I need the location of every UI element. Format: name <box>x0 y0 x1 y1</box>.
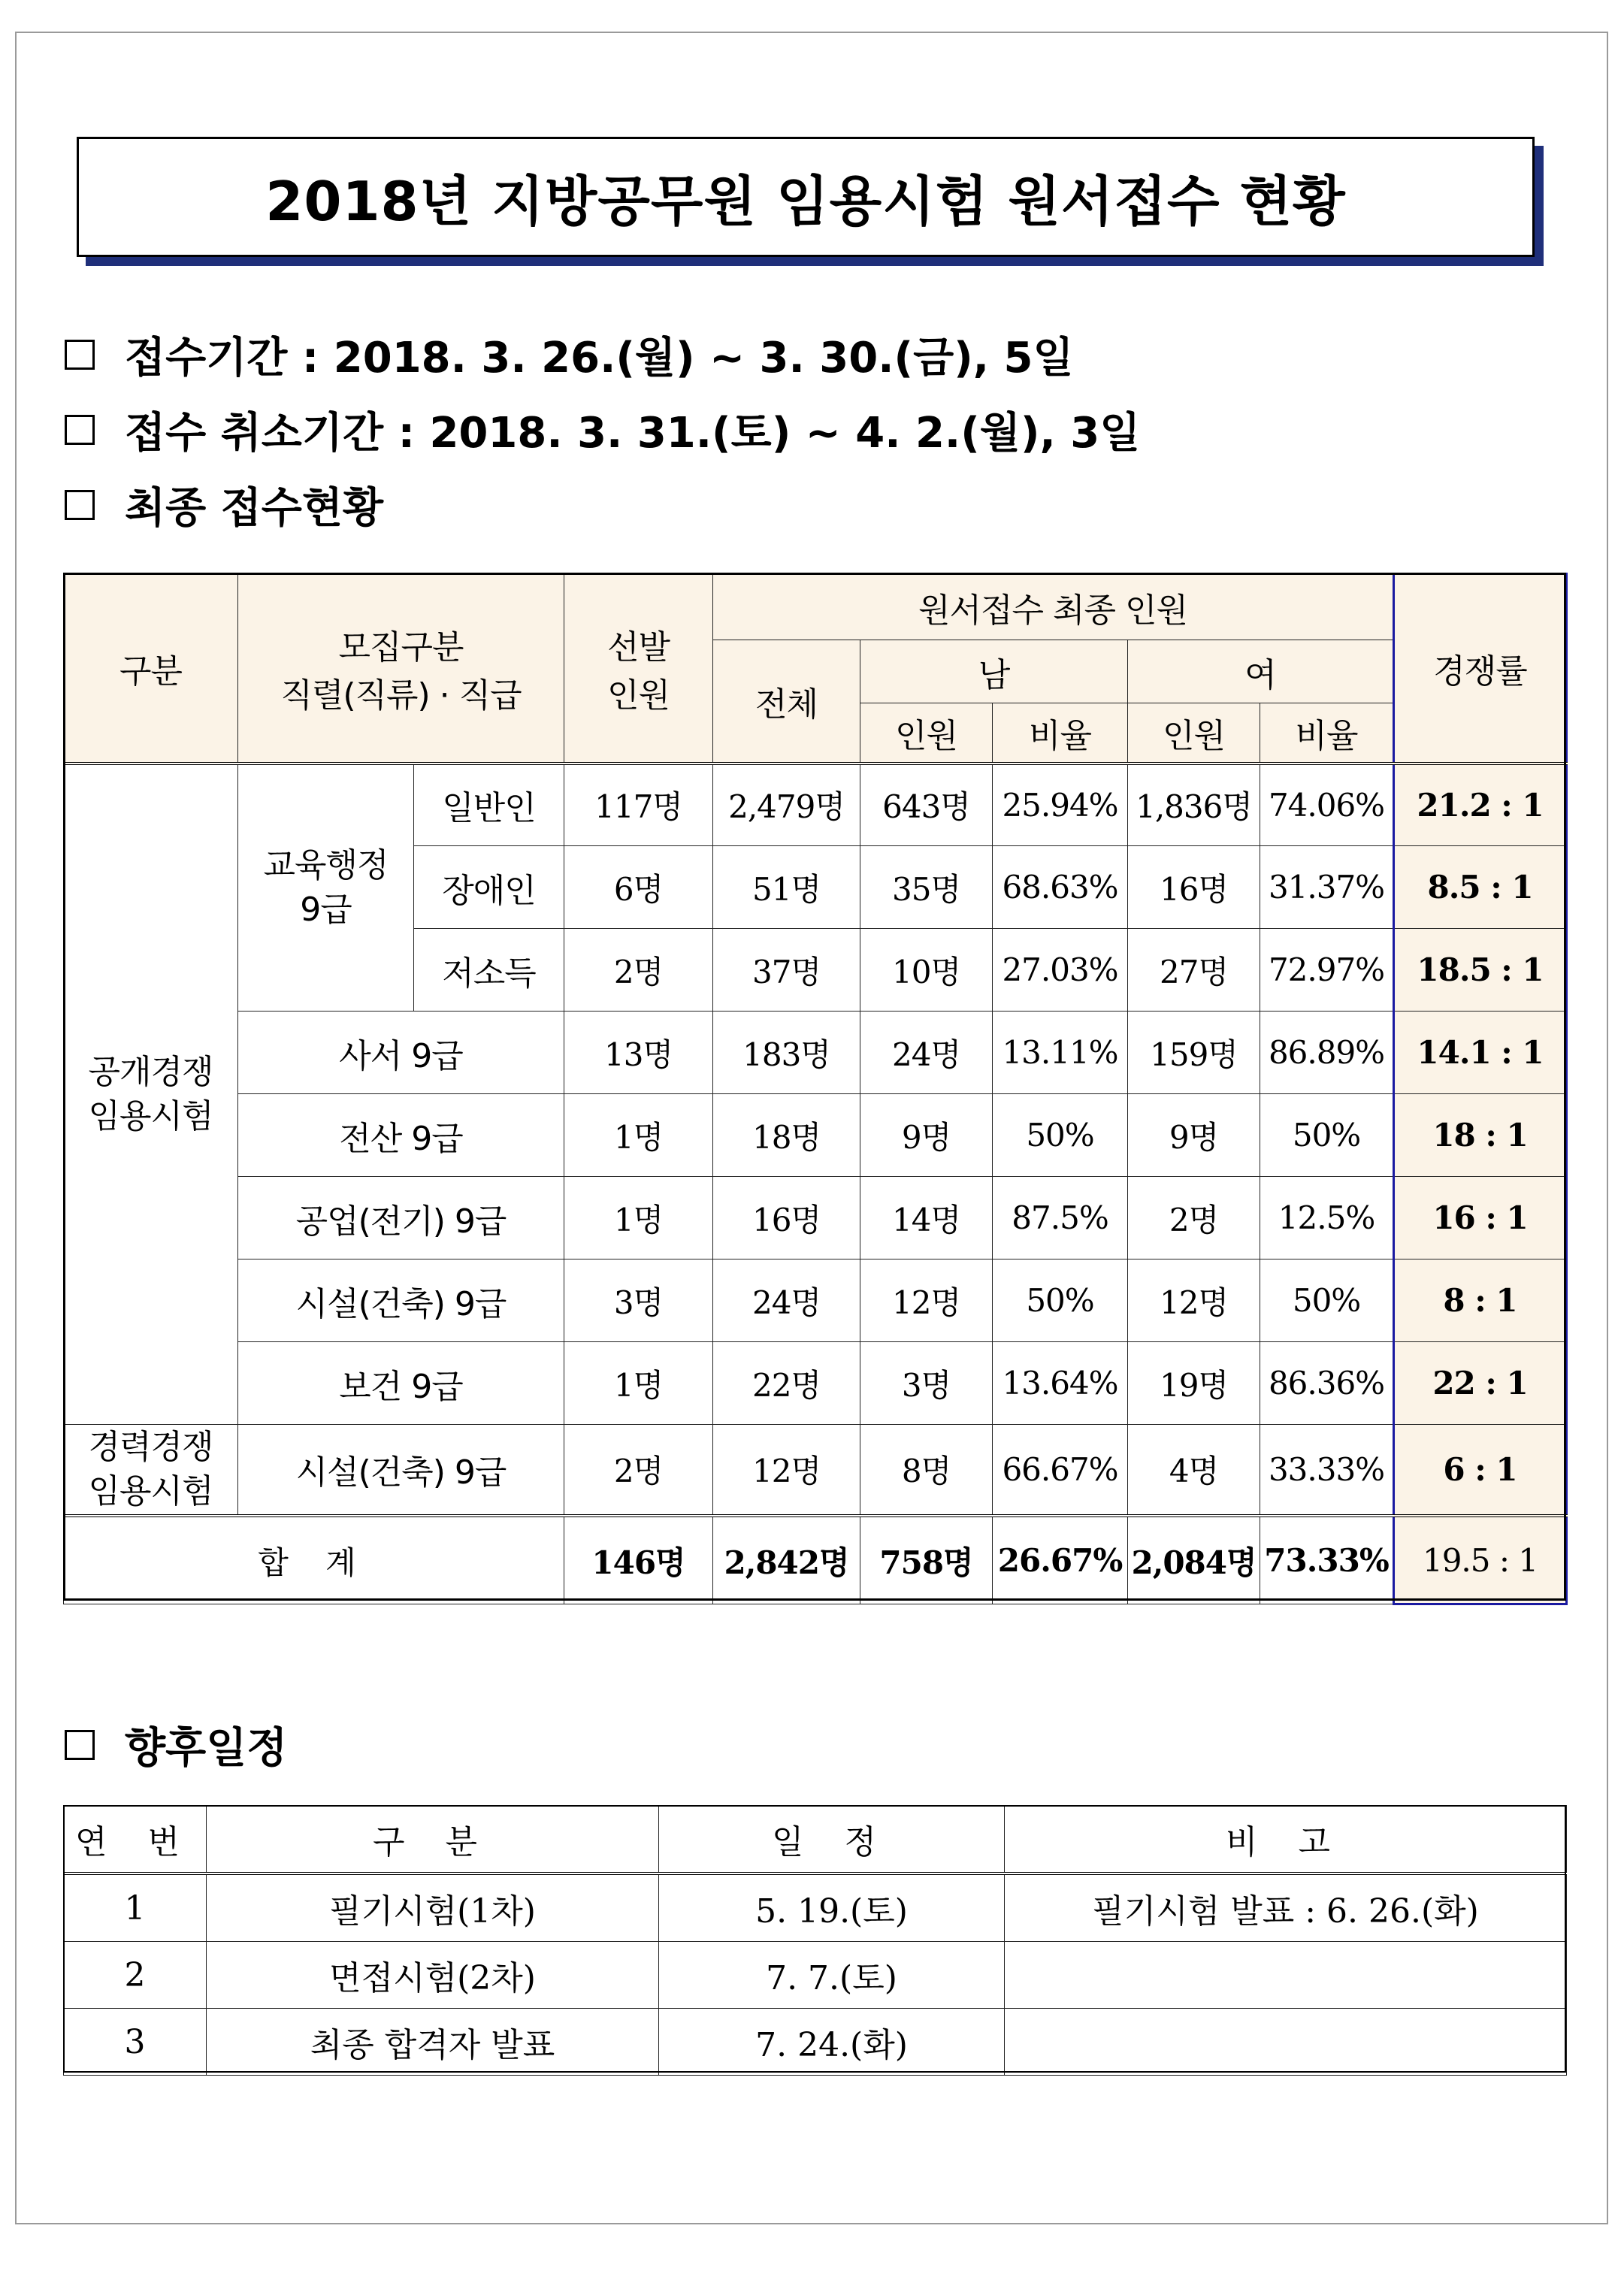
cell-male-ratio: 13.11% <box>993 1012 1128 1094</box>
header-selection-line2: 인원 <box>607 676 670 715</box>
table-row <box>64 764 1567 846</box>
subgroup-label-line2: 9급 <box>300 891 352 930</box>
row-label: 전산 9급 <box>238 1094 564 1177</box>
cell-male: 8명 <box>860 1425 993 1516</box>
group-label-line1: 공개경쟁 <box>88 1052 213 1091</box>
checkbox-square-icon <box>65 490 95 520</box>
cell-female-ratio: 86.89% <box>1260 1012 1394 1094</box>
cell-male: 10명 <box>860 929 993 1012</box>
table-row <box>64 1942 1567 2009</box>
row-label: 저소득 <box>414 929 564 1012</box>
header-male-count: 인원 <box>860 703 993 764</box>
cell-male-ratio: 68.63% <box>993 846 1128 929</box>
cell-selected: 2명 <box>564 1425 713 1516</box>
cell-date: 7. 7.(토) <box>659 1942 1005 2009</box>
cell-female: 12명 <box>1128 1259 1260 1342</box>
cell-note <box>1005 1942 1567 2009</box>
cell-selected: 1명 <box>564 1177 713 1259</box>
header-total: 전체 <box>713 640 860 764</box>
cell-competition: 18.5 : 1 <box>1394 929 1567 1012</box>
header-recruit-type-line1: 모집구분 <box>338 627 464 667</box>
cell-total: 183명 <box>713 1012 860 1094</box>
cell-female-ratio: 50% <box>1260 1259 1394 1342</box>
cell-total: 51명 <box>713 846 860 929</box>
group-label-line2: 임용시험 <box>88 1472 213 1511</box>
header-applicants: 원서접수 최종 인원 <box>713 574 1394 640</box>
cell-male-ratio: 27.03% <box>993 929 1128 1012</box>
cell-male: 35명 <box>860 846 993 929</box>
cell-total: 2,479명 <box>713 764 860 846</box>
cell-competition: 21.2 : 1 <box>1394 764 1567 846</box>
header-female-ratio: 비율 <box>1260 703 1394 764</box>
group-edu-admin <box>238 764 414 1012</box>
cell-selected: 117명 <box>564 764 713 846</box>
cell-total: 18명 <box>713 1094 860 1177</box>
cell-female: 27명 <box>1128 929 1260 1012</box>
cell-competition: 6 : 1 <box>1394 1425 1567 1516</box>
cell-male-ratio: 13.64% <box>993 1342 1128 1425</box>
bullet-text: 접수기간 : 2018. 3. 26.(월) ~ 3. 30.(금), 5일 <box>125 334 1074 383</box>
cell-selected: 1명 <box>564 1094 713 1177</box>
row-label: 장애인 <box>414 846 564 929</box>
cell-category: 면접시험(2차) <box>207 1942 659 2009</box>
cell-competition: 18 : 1 <box>1394 1094 1567 1177</box>
header-selection <box>564 574 713 764</box>
cell-male: 3명 <box>860 1342 993 1425</box>
subgroup-label-line1: 교육행정 <box>263 845 389 885</box>
row-label: 일반인 <box>414 764 564 846</box>
cell-male-ratio: 66.67% <box>993 1425 1128 1516</box>
group-label-line2: 임용시험 <box>88 1097 213 1136</box>
cell-date: 5. 19.(토) <box>659 1873 1005 1942</box>
cell-selected: 2명 <box>564 929 713 1012</box>
cell-competition: 22 : 1 <box>1394 1342 1567 1425</box>
cell-male-ratio: 50% <box>993 1259 1128 1342</box>
total-female: 2,084명 <box>1128 1516 1260 1604</box>
cell-female-ratio: 31.37% <box>1260 846 1394 929</box>
cell-male: 24명 <box>860 1012 993 1094</box>
header-date: 일 정 <box>659 1806 1005 1874</box>
cell-note: 필기시험 발표 : 6. 26.(화) <box>1005 1873 1567 1942</box>
schedule-table <box>63 1805 1567 2076</box>
cell-female: 1,836명 <box>1128 764 1260 846</box>
header-female: 여 <box>1128 640 1394 703</box>
table-row <box>64 2009 1567 2076</box>
table-row <box>64 1342 1567 1425</box>
header-no: 연 번 <box>64 1806 207 1874</box>
table-row <box>64 1425 1567 1516</box>
cell-competition: 8 : 1 <box>1394 1259 1567 1342</box>
cell-note <box>1005 2009 1567 2076</box>
cell-category: 최종 합격자 발표 <box>207 2009 659 2076</box>
cell-total: 22명 <box>713 1342 860 1425</box>
table-row <box>64 1012 1567 1094</box>
cell-total: 12명 <box>713 1425 860 1516</box>
cell-female: 4명 <box>1128 1425 1260 1516</box>
header-note: 비 고 <box>1005 1806 1567 1874</box>
bullet-text: 향후일정 <box>125 1724 288 1773</box>
total-row <box>64 1516 1567 1604</box>
cell-total: 16명 <box>713 1177 860 1259</box>
bullet-application-period <box>65 325 1074 385</box>
header-selection-line1: 선발 <box>607 627 670 667</box>
cell-selected: 3명 <box>564 1259 713 1342</box>
cell-male-ratio: 50% <box>993 1094 1128 1177</box>
total-female-ratio: 73.33% <box>1260 1516 1394 1604</box>
table-row <box>64 1094 1567 1177</box>
cell-male-ratio: 25.94% <box>993 764 1128 846</box>
bullet-cancel-period <box>65 400 1140 460</box>
cell-male: 643명 <box>860 764 993 846</box>
cell-female-ratio: 72.97% <box>1260 929 1394 1012</box>
cell-female: 159명 <box>1128 1012 1260 1094</box>
cell-female: 9명 <box>1128 1094 1260 1177</box>
row-label: 시설(건축) 9급 <box>238 1425 564 1516</box>
cell-male: 14명 <box>860 1177 993 1259</box>
cell-date: 7. 24.(화) <box>659 2009 1005 2076</box>
checkbox-square-icon <box>65 1730 95 1760</box>
header-male-ratio: 비율 <box>993 703 1128 764</box>
header-category: 구분 <box>64 574 238 764</box>
total-selected: 146명 <box>564 1516 713 1604</box>
cell-selected: 13명 <box>564 1012 713 1094</box>
title-banner <box>77 137 1535 257</box>
header-recruit-type <box>238 574 564 764</box>
bullet-text: 최종 접수현황 <box>125 484 384 533</box>
cell-female-ratio: 86.36% <box>1260 1342 1394 1425</box>
cell-female-ratio: 12.5% <box>1260 1177 1394 1259</box>
cell-selected: 1명 <box>564 1342 713 1425</box>
cell-female: 19명 <box>1128 1342 1260 1425</box>
group-label-line1: 경력경쟁 <box>88 1428 213 1466</box>
row-label: 공업(전기) 9급 <box>238 1177 564 1259</box>
total-total: 2,842명 <box>713 1516 860 1604</box>
table-row <box>64 1873 1567 1942</box>
cell-male-ratio: 87.5% <box>993 1177 1128 1259</box>
header-competition: 경쟁률 <box>1394 574 1567 764</box>
cell-competition: 8.5 : 1 <box>1394 846 1567 929</box>
checkbox-square-icon <box>65 340 95 370</box>
row-label: 사서 9급 <box>238 1012 564 1094</box>
cell-male: 12명 <box>860 1259 993 1342</box>
cell-competition: 14.1 : 1 <box>1394 1012 1567 1094</box>
group-open-competition <box>64 764 238 1425</box>
group-career-competition <box>64 1425 238 1516</box>
header-male: 남 <box>860 640 1128 703</box>
cell-no: 3 <box>64 2009 207 2076</box>
cell-selected: 6명 <box>564 846 713 929</box>
cell-no: 1 <box>64 1873 207 1942</box>
cell-female-ratio: 33.33% <box>1260 1425 1394 1516</box>
cell-female: 2명 <box>1128 1177 1260 1259</box>
cell-competition: 16 : 1 <box>1394 1177 1567 1259</box>
header-category: 구 분 <box>207 1806 659 1874</box>
checkbox-square-icon <box>65 415 95 445</box>
total-male: 758명 <box>860 1516 993 1604</box>
row-label: 시설(건축) 9급 <box>238 1259 564 1342</box>
schedule-header-row <box>64 1806 1567 1874</box>
application-status-table <box>63 573 1568 1605</box>
header-female-count: 인원 <box>1128 703 1260 764</box>
cell-female-ratio: 50% <box>1260 1094 1394 1177</box>
cell-female-ratio: 74.06% <box>1260 764 1394 846</box>
total-male-ratio: 26.67% <box>993 1516 1128 1604</box>
cell-category: 필기시험(1차) <box>207 1873 659 1942</box>
total-label: 합 계 <box>64 1516 564 1604</box>
cell-total: 37명 <box>713 929 860 1012</box>
cell-no: 2 <box>64 1942 207 2009</box>
header-recruit-type-line2: 직렬(직류) · 직급 <box>280 676 522 715</box>
row-label: 보건 9급 <box>238 1342 564 1425</box>
total-competition: 19.5 : 1 <box>1394 1516 1567 1604</box>
table-row <box>64 1177 1567 1259</box>
bullet-text: 접수 취소기간 : 2018. 3. 31.(토) ~ 4. 2.(월), 3일 <box>125 409 1141 458</box>
cell-male: 9명 <box>860 1094 993 1177</box>
bullet-final-status <box>65 475 383 535</box>
bullet-schedule <box>65 1715 287 1775</box>
page-title: 2018년 지방공무원 임용시험 원서접수 현황 <box>77 137 1535 257</box>
table-row <box>64 1259 1567 1342</box>
cell-female: 16명 <box>1128 846 1260 929</box>
cell-total: 24명 <box>713 1259 860 1342</box>
